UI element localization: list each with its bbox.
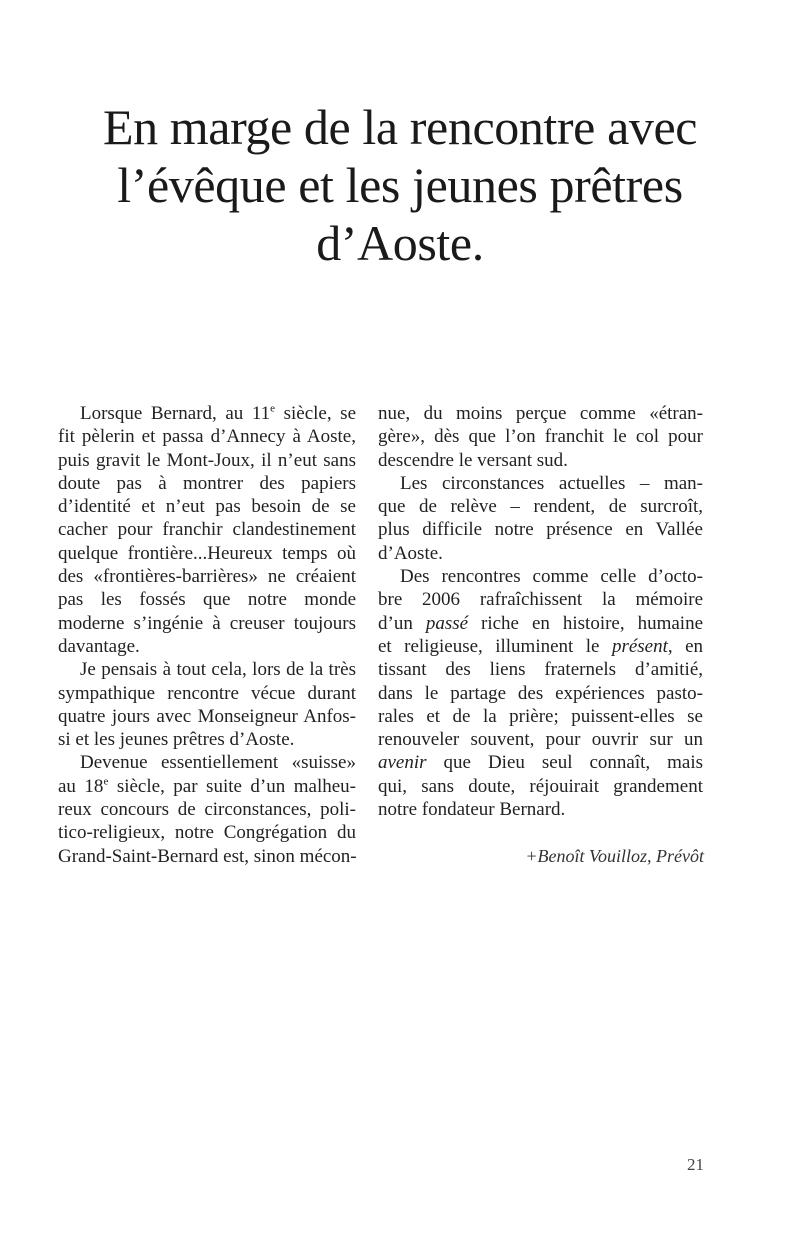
text-line: tico-religieux, notre Congrégation du bbox=[58, 822, 356, 844]
text-line: nue, du moins perçue comme «étran- bbox=[378, 403, 703, 424]
text-line: doute pas à montrer des papiers bbox=[58, 472, 356, 494]
text-line: sympathique rencontre vécue durant bbox=[58, 682, 356, 704]
page-number: 21 bbox=[687, 1155, 704, 1174]
title-line-2: l’évêque et les jeunes prêtres bbox=[117, 157, 683, 213]
text-line: descendre le versant sud. bbox=[378, 449, 568, 471]
text-line: qui, sans doute, réjouirait grandement bbox=[378, 775, 703, 797]
text-line: au 18e siècle, par suite d’un malheu- bbox=[58, 775, 357, 797]
text-line: pas les fossés que notre monde bbox=[58, 589, 356, 611]
page-title bbox=[0, 98, 800, 272]
text-line: d’un passé riche en histoire, humaine bbox=[378, 612, 704, 634]
text-line: que de relève – rendent, de surcroît, bbox=[378, 496, 703, 518]
text-line: cacher pour franchir clandestinement bbox=[58, 519, 356, 541]
text-line: d’Aoste. bbox=[378, 542, 443, 564]
text-line: moderne s’ingénie à creuser toujours bbox=[58, 612, 356, 634]
text-line: Je pensais à tout cela, lors de la très bbox=[80, 659, 356, 681]
text-line: quelque frontière...Heureux temps où bbox=[58, 542, 356, 564]
text-line: rales et de la prière; puissent-elles se bbox=[378, 705, 703, 727]
text-line: Des rencontres comme celle d’octo- bbox=[400, 566, 703, 588]
text-line: notre fondateur Bernard. bbox=[378, 799, 566, 821]
right-text-column bbox=[378, 402, 703, 821]
text-line: avenir que Dieu seul connaît, mais bbox=[378, 752, 703, 774]
text-line: renouveler souvent, pour ouvrir sur un bbox=[378, 729, 703, 751]
text-line: bre 2006 rafraîchissent la mémoire bbox=[378, 589, 703, 611]
text-line: Devenue essentiellement «suisse» bbox=[80, 752, 356, 774]
text-line: Lorsque Bernard, au 11e siècle, se bbox=[80, 402, 356, 424]
text-line: fit pèlerin et passa d’Annecy à Aoste, bbox=[58, 426, 356, 448]
text-line: tissant des liens fraternels d’amitié, bbox=[378, 659, 703, 681]
text-line: Grand-Saint-Bernard est, sinon mécon- bbox=[58, 845, 357, 867]
title-line-3: d’Aoste. bbox=[316, 215, 484, 271]
text-line: d’identité et n’eut pas besoin de se bbox=[58, 496, 356, 518]
text-line: plus difficile notre présence en Vallée bbox=[378, 519, 703, 541]
text-line: Les circonstances actuelles – man- bbox=[400, 472, 703, 494]
left-text-column bbox=[58, 402, 356, 868]
text-line: quatre jours avec Monseigneur Anfos- bbox=[58, 705, 356, 727]
text-line: gère», dès que l’on franchit le col pour bbox=[378, 426, 703, 448]
text-line: et religieuse, illuminent le présent, en bbox=[378, 635, 704, 657]
text-line: si et les jeunes prêtres d’Aoste. bbox=[58, 729, 295, 751]
text-line: davantage. bbox=[58, 635, 140, 657]
signature: +Benoît Vouilloz, Prévôt bbox=[525, 846, 704, 866]
title-line-1: En marge de la rencontre avec bbox=[102, 99, 698, 155]
text-line: reux concours de circonstances, poli- bbox=[58, 799, 356, 821]
text-line: dans le partage des expériences pasto- bbox=[378, 682, 703, 704]
text-line: puis gravit le Mont-Joux, il n’eut sans bbox=[58, 449, 356, 471]
text-line: des «frontières-barrières» ne créaient bbox=[58, 566, 356, 588]
